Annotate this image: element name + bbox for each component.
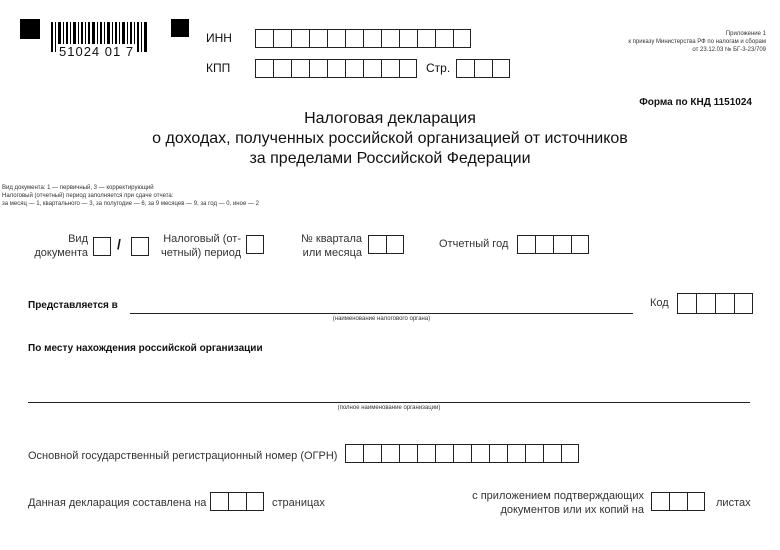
organization-caption: (полное наименование организации) bbox=[337, 405, 441, 411]
inn-cell[interactable] bbox=[363, 29, 381, 48]
doc-type-cell[interactable] bbox=[131, 237, 149, 256]
attach-cell[interactable] bbox=[651, 492, 669, 511]
ogrn-cell[interactable] bbox=[417, 444, 435, 463]
inn-label: ИНН bbox=[206, 31, 232, 45]
doc-type-label bbox=[20, 232, 88, 260]
ogrn-cell[interactable] bbox=[489, 444, 507, 463]
doc-type-cells-2[interactable] bbox=[131, 237, 149, 256]
ogrn-cell[interactable] bbox=[543, 444, 561, 463]
attach-cell[interactable] bbox=[687, 492, 705, 511]
title-line-3: за пределами Российской Федерации bbox=[249, 150, 531, 167]
ogrn-cell[interactable] bbox=[399, 444, 417, 463]
submitted-label: Представляется в bbox=[28, 300, 118, 311]
kpp-cell[interactable] bbox=[291, 59, 309, 78]
pages-label-prefix: Данная декларация составлена на bbox=[28, 497, 207, 509]
quarter-cell[interactable] bbox=[386, 235, 404, 254]
period-cells[interactable] bbox=[246, 235, 264, 254]
kpp-cell[interactable] bbox=[363, 59, 381, 78]
ogrn-cell[interactable] bbox=[363, 444, 381, 463]
ogrn-cell[interactable] bbox=[435, 444, 453, 463]
barcode-number: 51024 01 7 bbox=[59, 44, 135, 59]
code-cell[interactable] bbox=[715, 293, 734, 314]
ogrn-cell[interactable] bbox=[381, 444, 399, 463]
organization-line[interactable] bbox=[28, 402, 750, 403]
inn-cell[interactable] bbox=[327, 29, 345, 48]
title-line-1: Налоговая декларация bbox=[304, 110, 476, 127]
appendix-line-2: к приказу Министерства РФ по налогам и сборам bbox=[628, 39, 766, 45]
notes-line-1: Вид документа: 1 — первичный, 3 — корректирующий bbox=[2, 185, 154, 191]
page-cell[interactable] bbox=[456, 59, 474, 78]
kpp-label: КПП bbox=[206, 61, 231, 75]
kpp-cell[interactable] bbox=[273, 59, 291, 78]
submitted-caption: (наименование налогового органа) bbox=[332, 316, 431, 322]
kpp-cell[interactable] bbox=[309, 59, 327, 78]
ogrn-cell[interactable] bbox=[471, 444, 489, 463]
attach-label-2: документов или их копий на bbox=[500, 504, 644, 516]
ogrn-cell[interactable] bbox=[345, 444, 363, 463]
period-label-1: Налоговый (от- bbox=[163, 233, 241, 245]
ogrn-label: Основной государственный регистрационный номер (ОГРН) bbox=[28, 450, 338, 462]
period-label-2: четный) период bbox=[161, 247, 241, 259]
doc-slash: / bbox=[117, 236, 121, 252]
inn-cell[interactable] bbox=[453, 29, 471, 48]
inn-cell[interactable] bbox=[345, 29, 363, 48]
kpp-cell[interactable] bbox=[399, 59, 417, 78]
inn-cell[interactable] bbox=[273, 29, 291, 48]
attach-suffix: листах bbox=[716, 497, 751, 509]
ogrn-cells[interactable] bbox=[345, 444, 579, 463]
ogrn-cell[interactable] bbox=[561, 444, 579, 463]
appendix-text bbox=[628, 30, 766, 54]
ogrn-cell[interactable] bbox=[507, 444, 525, 463]
code-cell[interactable] bbox=[734, 293, 753, 314]
inn-cells[interactable] bbox=[255, 29, 471, 48]
year-cell[interactable] bbox=[535, 235, 553, 254]
doc-type-label-1: Вид bbox=[68, 233, 88, 245]
title-line-2: о доходах, полученных российской организацией от источников bbox=[152, 130, 628, 147]
corner-marker-right bbox=[171, 19, 189, 37]
attach-cell[interactable] bbox=[669, 492, 687, 511]
year-cells[interactable] bbox=[517, 235, 589, 254]
period-label bbox=[155, 232, 241, 260]
appendix-line-1: Приложение 1 bbox=[725, 31, 766, 37]
pages-cell[interactable] bbox=[228, 492, 246, 511]
notes bbox=[2, 184, 259, 208]
year-label: Отчетный год bbox=[439, 238, 509, 250]
doc-type-cells[interactable] bbox=[93, 237, 111, 256]
inn-cell[interactable] bbox=[399, 29, 417, 48]
quarter-label-2: или месяца bbox=[302, 247, 362, 259]
notes-line-3: за месяц — 1, квартального — 3, за полугодие — 6, за 9 месяцев — 9, за год — 0, иное — 2 bbox=[2, 201, 259, 207]
attach-label-1: с приложением подтверждающих bbox=[472, 490, 644, 502]
page-label: Стр. bbox=[426, 61, 451, 75]
pages-cells[interactable] bbox=[210, 492, 264, 511]
period-cell[interactable] bbox=[246, 235, 264, 254]
form-code: Форма по КНД 1151024 bbox=[639, 97, 752, 108]
ogrn-cell[interactable] bbox=[453, 444, 471, 463]
kpp-cell[interactable] bbox=[381, 59, 399, 78]
code-label: Код bbox=[650, 297, 669, 309]
year-cell[interactable] bbox=[553, 235, 571, 254]
inn-cell[interactable] bbox=[381, 29, 399, 48]
doc-type-cell[interactable] bbox=[93, 237, 111, 256]
page-cell[interactable] bbox=[474, 59, 492, 78]
inn-cell[interactable] bbox=[309, 29, 327, 48]
kpp-cell[interactable] bbox=[327, 59, 345, 78]
code-cell[interactable] bbox=[696, 293, 715, 314]
quarter-label-1: № квартала bbox=[301, 233, 362, 245]
year-cell[interactable] bbox=[517, 235, 535, 254]
appendix-line-3: от 23.12.03 № БГ-3-23/709 bbox=[692, 47, 766, 53]
organization-label: По месту нахождения российской организации bbox=[28, 343, 263, 354]
pages-label-suffix: страницах bbox=[272, 497, 325, 509]
quarter-cell[interactable] bbox=[368, 235, 386, 254]
doc-type-label-2: документа bbox=[34, 247, 88, 259]
quarter-cells[interactable] bbox=[368, 235, 404, 254]
pages-cell[interactable] bbox=[246, 492, 264, 511]
year-cell[interactable] bbox=[571, 235, 589, 254]
inn-cell[interactable] bbox=[417, 29, 435, 48]
page-cells[interactable] bbox=[456, 59, 510, 78]
page-cell[interactable] bbox=[492, 59, 510, 78]
attach-label bbox=[440, 489, 644, 517]
inn-cell[interactable] bbox=[435, 29, 453, 48]
pages-cell[interactable] bbox=[210, 492, 228, 511]
notes-line-2: Налоговый (отчетный) период заполняется при сдаче отчета: bbox=[2, 193, 174, 199]
inn-cell[interactable] bbox=[291, 29, 309, 48]
submitted-line[interactable] bbox=[130, 313, 633, 314]
ogrn-cell[interactable] bbox=[525, 444, 543, 463]
kpp-cell[interactable] bbox=[345, 59, 363, 78]
attach-cells[interactable] bbox=[651, 492, 705, 511]
code-cells[interactable] bbox=[677, 293, 753, 314]
corner-marker-left bbox=[20, 19, 40, 39]
kpp-cells[interactable] bbox=[255, 59, 417, 78]
code-cell[interactable] bbox=[677, 293, 696, 314]
inn-cell[interactable] bbox=[255, 29, 273, 48]
kpp-cell[interactable] bbox=[255, 59, 273, 78]
quarter-label bbox=[290, 232, 362, 260]
